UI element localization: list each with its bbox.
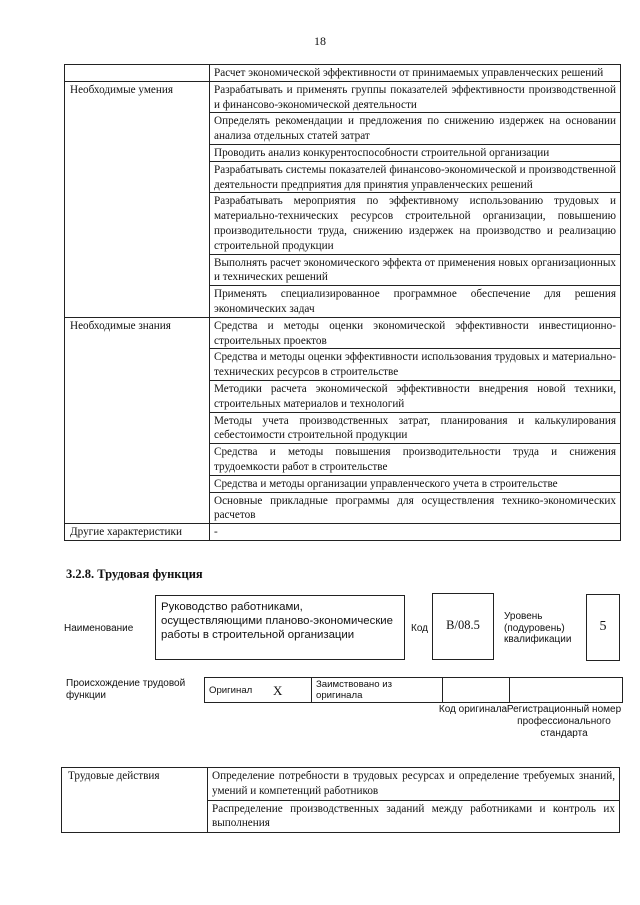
text-cell: Распределение производственных заданий между работниками и контроль их выполнения [208,800,620,833]
text-cell: Разрабатывать и применять группы показателей эффективности производственной и финансово-экономической деятельности [210,81,621,113]
table-row [62,768,620,801]
category-cell: Другие характеристики [65,524,210,541]
text-cell: Средства и методы оценки экономической эффективности инвестиционно-строительных проектов [210,317,621,349]
origin-reg-cell [510,678,623,703]
page-number: 18 [314,34,326,48]
text-cell: Расчет экономической эффективности от принимаемых управленческих решений [210,65,621,82]
name-label: Наименование [64,623,134,634]
table-row [65,65,621,82]
category-cell: Необходимые знания [65,317,210,523]
text-cell: - [210,524,621,541]
table-row [205,678,623,703]
text-cell: Средства и методы повышения производительности труда и снижения трудоемкости работ в строительстве [210,444,621,476]
category-cell [65,65,210,82]
text-cell: Методики расчета экономической эффективности внедрения новой техники, строительных материалов и технологий [210,380,621,412]
table-row [65,524,621,541]
code-label: Код [411,623,429,634]
text-cell: Основные прикладные программы для осуществления технико-экономических расчетов [210,492,621,524]
origin-code-label: Код оригинала [438,704,508,715]
function-name-box: Руководство работниками, осуществляющими планово-экономические работы в строительной организации [155,595,405,660]
text-cell: Применять специализированное программное обеспечение для решения экономических задач [210,286,621,318]
text-cell: Определять рекомендации и предложения по снижению издержек на основании анализа отдельных статей затрат [210,113,621,145]
origin-code-cell [443,678,510,703]
text-cell: Определение потребности в трудовых ресурсах и определение требуемых знаний, умений и компетенций работников [208,768,620,801]
origin-original-cell: Оригинал [205,678,270,703]
origin-mark-cell: X [269,678,312,703]
level-label: Уровень (подуровень) квалификации [504,611,572,645]
text-cell: Средства и методы организации управленческого учета в строительстве [210,475,621,492]
function-code-box: B/08.5 [432,593,494,660]
origin-reg-label: Регистрационный номер профессионального стандарта [506,704,622,739]
qualification-level-box: 5 [586,594,620,661]
actions-table [61,767,620,833]
category-cell: Необходимые умения [65,81,210,317]
table-row [65,81,621,113]
origin-borrowed-cell: Заимствовано из оригинала [312,678,443,703]
text-cell: Средства и методы оценки эффективности использования трудовых и материально-технических ресурсов в строительстве [210,349,621,381]
requirements-table [64,64,621,541]
text-cell: Выполнять расчет экономического эффекта от применения новых организационных и технических решений [210,254,621,286]
category-cell: Трудовые действия [62,768,208,833]
text-cell: Проводить анализ конкурентоспособности строительной организации [210,144,621,161]
table-row [65,317,621,349]
text-cell: Разрабатывать мероприятия по эффективному использованию трудовых и материально-технических ресурсов строительной организации, повышению производительности труда, снижению издержек на производство и реализацию строительной продукции [210,193,621,254]
origin-table [204,677,623,703]
section-heading: 3.2.8. Трудовая функция [66,567,203,581]
text-cell: Методы учета производственных затрат, планирования и калькулирования себестоимости строительной продукции [210,412,621,444]
origin-label: Происхождение трудовой функции [66,678,186,701]
text-cell: Разрабатывать системы показателей финансово-экономической и производственной деятельности предприятия для принятия управленческих решений [210,161,621,193]
